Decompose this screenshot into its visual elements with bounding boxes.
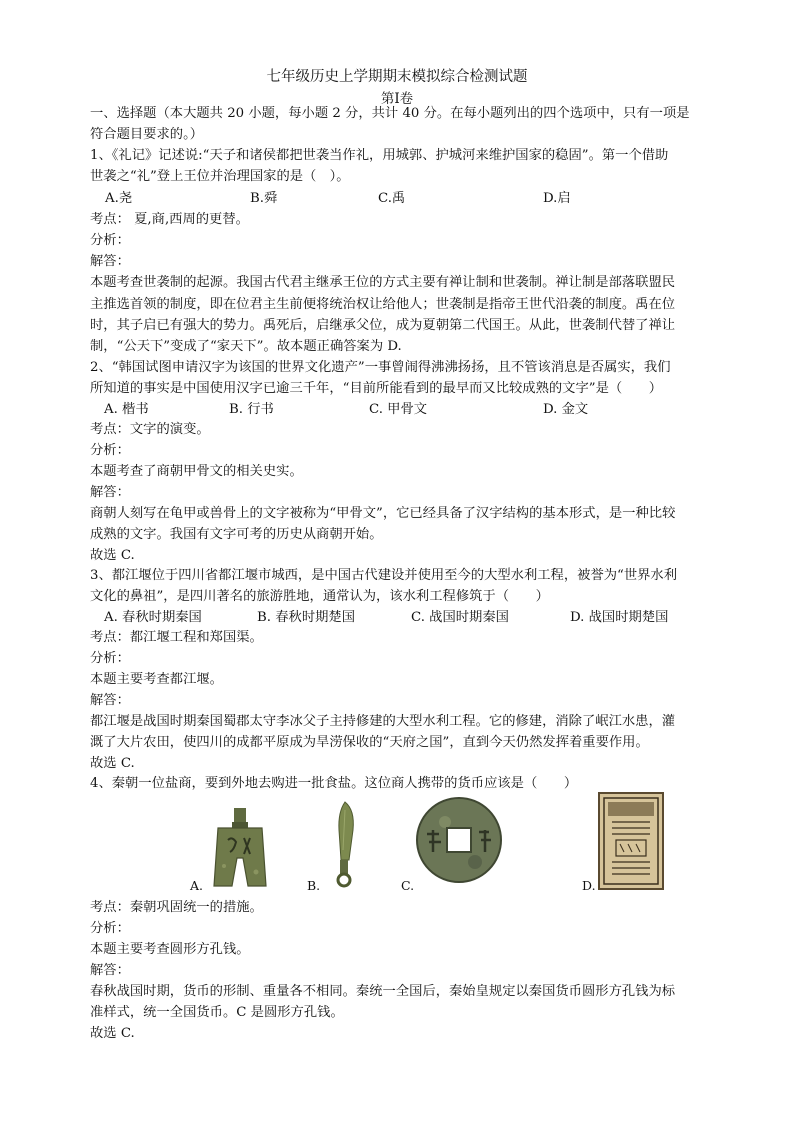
q1-explanation-line-4: 制，“公天下”变成了“家天下”。故本题正确答案为 D.: [90, 339, 402, 354]
paper-banknote-image: [598, 792, 664, 890]
q2-stem-line-2: 所知道的事实是中国使用汉字已逾三千年，“目前所能看到的最早而又比较成熟的文字”是（ ）: [90, 381, 663, 396]
q2-fenxi-label: 分析：: [90, 443, 130, 458]
q2-option-b: B. 行书: [229, 402, 274, 417]
q1-stem-line-2: 世袭之“礼”登上王位并治理国家的是（ ）。: [90, 169, 350, 184]
q1-explanation-line-1: 本题考查世袭制的起源。我国古代君主继承王位的方式主要有禅让制和世袭制。禅让制是部落联盟民: [90, 275, 676, 290]
q2-option-d: D. 金文: [543, 402, 589, 417]
q4-explanation-line-1: 春秋战国时期，货币的形制、重量各不相同。秦统一全国后，秦始皇规定以秦国货币圆形方孔钱为标: [90, 984, 676, 999]
round-coin-square-hole-image: [415, 796, 503, 884]
q1-option-c: C.禹: [378, 191, 406, 206]
q3-option-d: D. 战国时期楚国: [570, 610, 669, 625]
q2-explanation-line-1: 商朝人刻写在龟甲或兽骨上的文字被称为“甲骨文”，它已经具备了汉字结构的基本形式，是一种比较: [90, 506, 676, 521]
exam-title: 七年级历史上学期期末模拟综合检测试题: [266, 69, 528, 85]
q4-stem: 4、秦朝一位盐商，要到外地去购进一批食盐。这位商人携带的货币应该是（ ）: [90, 776, 578, 791]
q3-fenxi-text: 本题主要考查都江堰。: [90, 672, 223, 687]
q1-stem-line-1: 1、《礼记》记述说:“天子和诸侯都把世袭当作礼，用城郭、护城河来维护国家的稳固”。第一个借助: [90, 148, 669, 163]
section-heading-line-1: 一、选择题（本大题共 20 小题，每小题 2 分，共计 40 分。在每小题列出的四个选项中，只有一项是: [90, 106, 690, 121]
q4-image-label-d: D.: [582, 878, 596, 893]
q4-image-label-b: B.: [307, 878, 321, 893]
q4-image-label-c: C.: [401, 878, 415, 893]
q3-explanation-line-1: 都江堰是战国时期秦国蜀郡太守李冰父子主持修建的大型水利工程。它的修建，消除了岷江水患，灌: [90, 714, 676, 729]
q4-fenxi-label: 分析：: [90, 921, 130, 936]
q4-explanation-line-2: 准样式，统一全国货币。C 是圆形方孔钱。: [90, 1005, 344, 1020]
q2-kaodian: 考点：文字的演变。: [90, 422, 210, 437]
q1-fenxi-label: 分析：: [90, 233, 130, 248]
q4-answer: 故选 C.: [90, 1026, 135, 1041]
q1-jieda-label: 解答：: [90, 254, 130, 269]
q1-explanation-line-2: 主推选首领的制度，即在位君主生前便将统治权让给他人；世袭制是指帝王世代沿袭的制度。禹在位: [90, 297, 676, 312]
section-heading-line-2: 符合题目要求的。）: [90, 127, 204, 142]
q3-stem-line-1: 3、都江堰位于四川省都江堰市城西，是中国古代建设并使用至今的大型水利工程，被誉为“世界水利: [90, 568, 678, 583]
q2-stem-line-1: 2、“韩国试图申请汉字为该国的世界文化遗产”一事曾闹得沸沸扬扬，且不管该消息是否属实，我们: [90, 360, 671, 375]
q4-image-label-a: A.: [190, 878, 204, 893]
q2-jieda-label: 解答：: [90, 485, 130, 500]
q3-option-b: B. 春秋时期楚国: [257, 610, 356, 625]
spade-coin-image: [210, 806, 270, 888]
q2-option-c: C. 甲骨文: [369, 402, 428, 417]
q1-option-b: B.舜: [250, 191, 278, 206]
q3-answer: 故选 C.: [90, 756, 135, 771]
q2-option-a: A. 楷书: [104, 402, 149, 417]
knife-coin-image: [325, 800, 359, 890]
q2-fenxi-text: 本题考查了商朝甲骨文的相关史实。: [90, 464, 303, 479]
q1-option-d: D.启: [543, 191, 571, 206]
q3-explanation-line-2: 溉了大片农田，使四川的成都平原成为旱涝保收的“天府之国”，直到今天仍然发挥着重要作用。: [90, 735, 649, 750]
q1-option-a: A.尧: [105, 191, 133, 206]
q3-kaodian: 考点：都江堰工程和郑国渠。: [90, 630, 263, 645]
q3-fenxi-label: 分析：: [90, 651, 130, 666]
q3-option-c: C. 战国时期秦国: [411, 610, 509, 625]
q3-jieda-label: 解答：: [90, 693, 130, 708]
volume-label: 第Ⅰ卷: [380, 91, 414, 107]
q3-stem-line-2: 文化的鼻祖”，是四川著名的旅游胜地，通常认为，该水利工程修筑于（ ）: [90, 589, 549, 604]
q1-kaodian: 考点： 夏,商,西周的更替。: [90, 212, 249, 227]
q2-explanation-line-2: 成熟的文字。我国有文字可考的历史从商朝开始。: [90, 527, 383, 542]
q1-explanation-line-3: 时，其子启已有强大的势力。禹死后，启继承父位，成为夏朝第二代国王。从此，世袭制代替了禅让: [90, 318, 676, 333]
q2-answer: 故选 C.: [90, 548, 135, 563]
q4-fenxi-text: 本题主要考查圆形方孔钱。: [90, 942, 250, 957]
q4-kaodian: 考点：秦朝巩固统一的措施。: [90, 900, 263, 915]
q3-option-a: A. 春秋时期秦国: [104, 610, 202, 625]
q4-jieda-label: 解答：: [90, 963, 130, 978]
